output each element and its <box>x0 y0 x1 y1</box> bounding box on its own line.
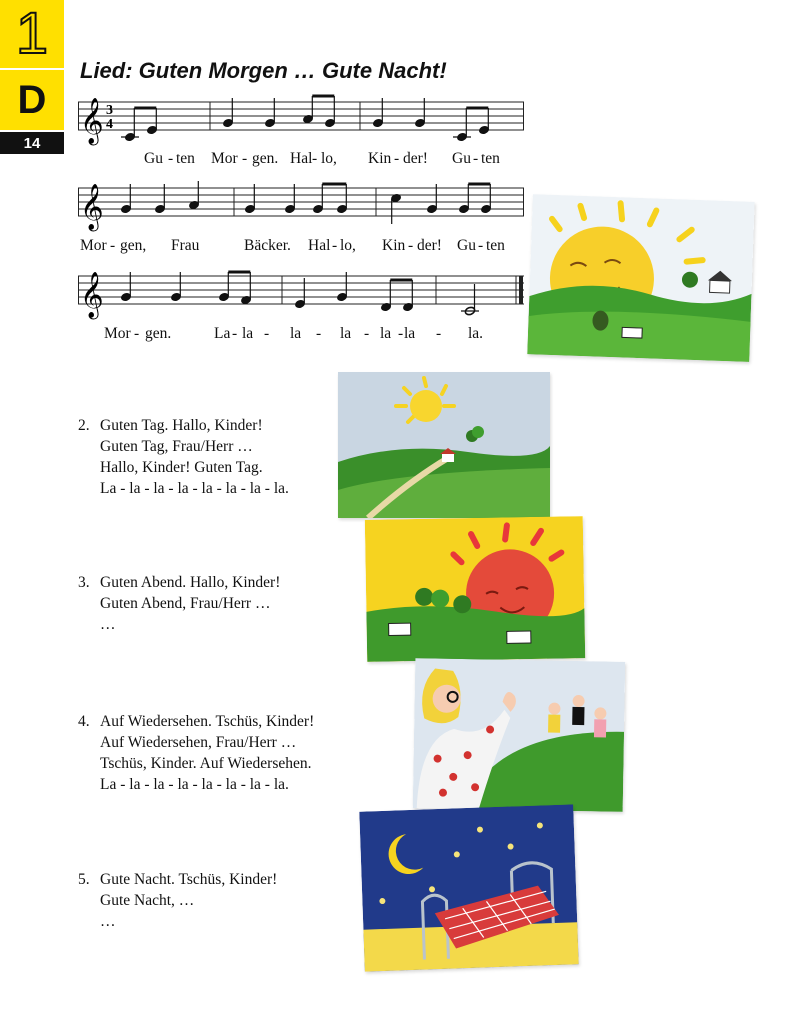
verse-line: … <box>100 616 116 633</box>
svg-text:𝄞: 𝄞 <box>80 272 104 318</box>
verse-line: Guten Tag, Frau/Herr … <box>100 438 253 455</box>
verse-line: Tschüs, Kinder. Auf Wiedersehen. <box>100 755 312 772</box>
verse-line: La - la - la - la - la - la - la - la. <box>100 480 289 497</box>
verse-number: 5. <box>78 871 90 888</box>
verse-line: Auf Wiedersehen. Tschüs, Kinder! <box>100 713 315 730</box>
svg-text:3: 3 <box>106 103 113 118</box>
lyrics-line-2: Mor - gen, Frau Bäcker. Hal - lo, Kin - der! Gu - ten <box>80 237 505 254</box>
verse-number: 3. <box>78 574 90 591</box>
verse-line: Hallo, Kinder! Guten Tag. <box>100 459 263 476</box>
verse-line: La - la - la - la - la - la - la - la. <box>100 776 289 793</box>
verse-line: Gute Nacht, … <box>100 892 195 909</box>
verse-line: Gute Nacht. Tschüs, Kinder! <box>100 871 278 888</box>
evening-sunset-illustration <box>365 516 585 662</box>
verse-line: Auf Wiedersehen, Frau/Herr … <box>100 734 297 751</box>
music-staff-3 <box>78 266 524 326</box>
verse-line: … <box>100 913 116 930</box>
night-bed-illustration <box>359 804 578 971</box>
music-staff-1 <box>78 92 524 152</box>
page-number: 14 <box>23 134 41 152</box>
page-number-tab <box>0 132 64 154</box>
unit-number-tab <box>0 0 64 68</box>
verse-line: Guten Abend. Hallo, Kinder! <box>100 574 281 591</box>
music-staff-2 <box>78 178 524 238</box>
morning-sun-illustration <box>527 194 754 362</box>
svg-text:𝄞: 𝄞 <box>80 184 104 230</box>
verse-line: Guten Abend, Frau/Herr … <box>100 595 271 612</box>
lyrics-line-3: Mor - gen. La - la - la - la - la - la - la. <box>104 325 484 342</box>
unit-number: 1 <box>15 1 49 66</box>
verse-number: 4. <box>78 713 90 730</box>
verse-line: Guten Tag. Hallo, Kinder! <box>100 417 263 434</box>
section-letter-tab <box>0 70 64 130</box>
daytime-landscape-illustration <box>338 372 550 518</box>
lyrics-line-1: Gu - ten Mor - gen. Hal - lo, Kin - der! Gu - ten <box>144 150 500 167</box>
song-title: Lied: Guten Morgen … Gute Nacht! <box>80 58 447 83</box>
verse-number: 2. <box>78 417 90 434</box>
treble-clef-icon: 𝄞 <box>80 98 104 144</box>
svg-text:4: 4 <box>106 117 113 132</box>
goodbye-waving-illustration <box>413 658 626 812</box>
section-letter: D <box>17 77 47 122</box>
